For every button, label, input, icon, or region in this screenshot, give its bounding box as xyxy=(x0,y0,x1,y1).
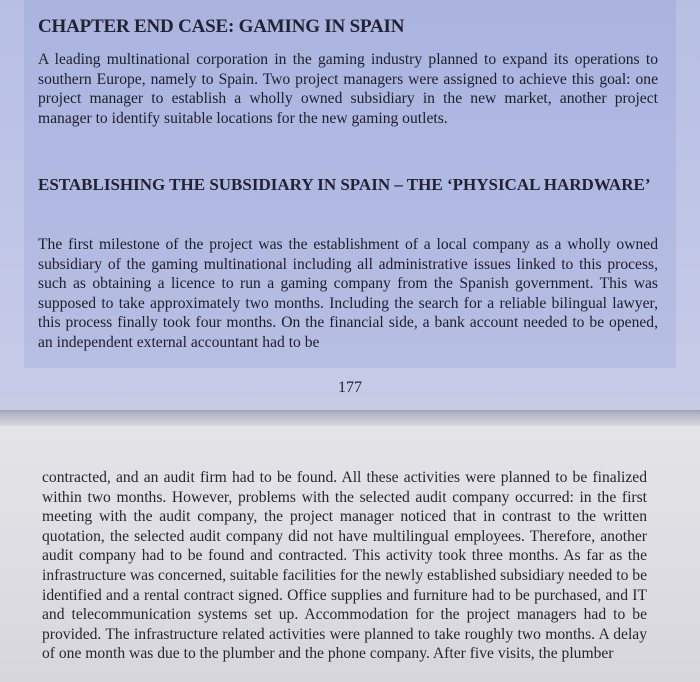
chapter-title: CHAPTER END CASE: GAMING IN SPAIN xyxy=(38,16,405,37)
page-number: 177 xyxy=(338,379,362,396)
intro-paragraph: A leading multinational corporation in the gaming industry planned to expand its operations to southern Europe, namely to Spain. Two project managers were assigned to achieve this goal: one project manager to establish a wholly owned subsidiary in the new market, another project manager to identify suitable locations for the new gaming outlets. xyxy=(38,51,658,127)
section-heading: ESTABLISHING THE SUBSIDIARY IN SPAIN – THE ‘PHYSICAL HARDWARE’ xyxy=(38,175,651,194)
page-divider xyxy=(0,410,700,426)
book-page-bottom xyxy=(0,426,700,682)
body-paragraph-2: contracted, and an audit firm had to be found. All these activities were planned to be finalized within two months. However, problems with the selected audit company occurred: in the first meeting with the audit company, the project manager noticed that in contrast to the written quotation, the selected audit company did not have multilingual employees. Therefore, another audit company had to be found and contracted. This activity took three months. As far as the infrastructure was concerned, suitable facilities for the newly established subsidiary needed to be identified and a rental contract signed. Office supplies and furniture had to be purchased, and IT and telecommunication systems set up. Accommodation for the project managers had to be provided. The infrastructure related activities were planned to take roughly two months. A delay of one month was due to the plumber and the phone company. After five visits, the plumber xyxy=(42,469,647,663)
body-paragraph-1: The first milestone of the project was the establishment of a local company as a wholly owned subsidiary of the gaming multinational including all administrative issues linked to this process, such as obtaining a licence to run a gaming company from the Spanish government. This was supposed to take approximately two months. Including the search for a reliable bilingual lawyer, this process finally took four months. On the financial side, a bank account needed to be opened, an independent external accountant had to be xyxy=(38,236,658,351)
